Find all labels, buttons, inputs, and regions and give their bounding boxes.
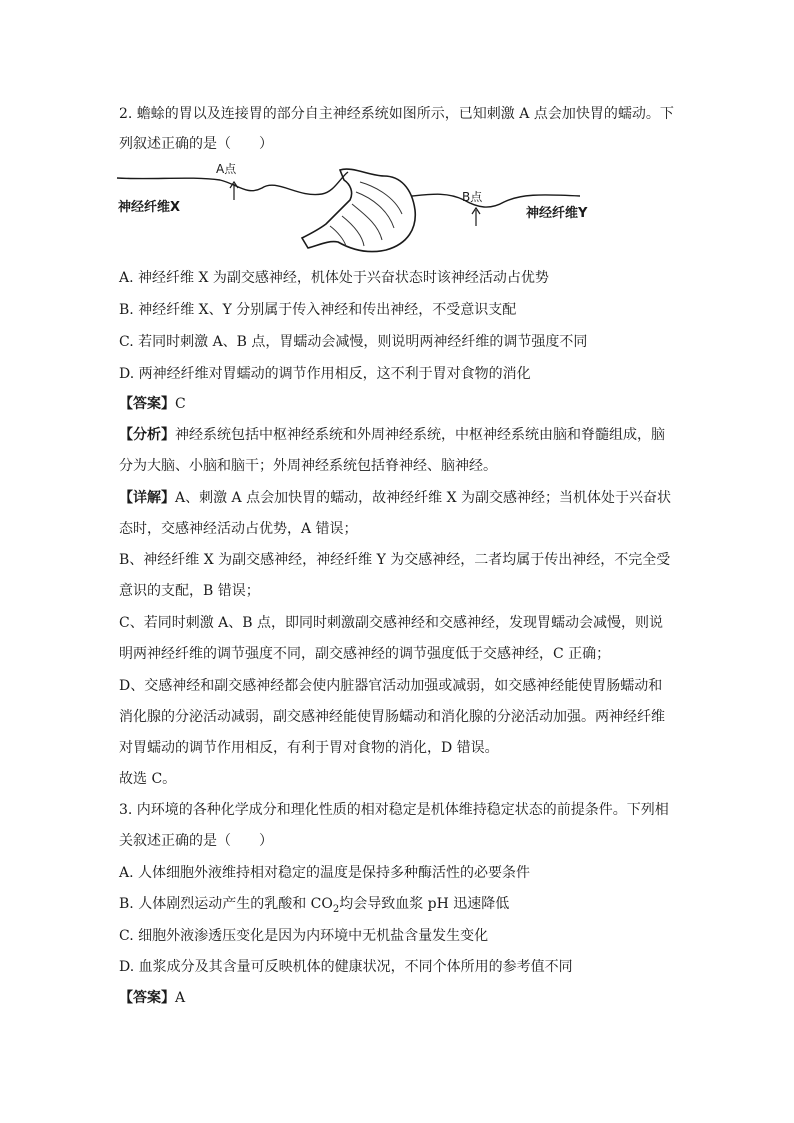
detail-tag: 【详解】 xyxy=(119,490,175,506)
q2-detail-line-5: C、若同时刺激 A、B 点，即同时刺激副交感神经和交感神经，发现胃蠕动会减慢，则说 xyxy=(119,615,664,631)
q3-answer-tag: 【答案】 xyxy=(119,990,175,1006)
stomach-texture-5 xyxy=(330,226,346,246)
q2-analysis-line-2: 分为大脑、小脑和脑干；外周神经系统包括脊神经、脑神经。 xyxy=(119,458,497,474)
q2-option-a: A. 神经纤维 X 为副交感神经，机体处于兴奋状态时该神经活动占优势 xyxy=(119,270,549,286)
q2-stem-line-2: 列叙述正确的是（ ） xyxy=(119,136,273,152)
stomach-texture-4 xyxy=(342,216,364,246)
stomach-outline xyxy=(302,169,415,252)
q2-detail-line-4: 意识的支配，B 错误； xyxy=(119,583,260,599)
q2-detail-line-8: 消化腺的分泌活动减弱，副交感神经能使胃肠蠕动和消化腺的分泌活动加强。两神经纤维 xyxy=(119,709,665,725)
q2-conclusion: 故选 C。 xyxy=(119,771,177,787)
q3-option-d: D. 血浆成分及其含量可反映机体的健康状况，不同个体所用的参考值不同 xyxy=(119,959,573,975)
answer-tag: 【答案】 xyxy=(119,396,175,412)
stomach-nerve-figure xyxy=(112,158,592,258)
q2-detail-line-3: B、神经纤维 X 为副交感神经，神经纤维 Y 为交感神经，二者均属于传出神经，不完全受 xyxy=(119,552,671,568)
q3-answer-value: A xyxy=(175,990,186,1006)
q2-option-c: C. 若同时刺激 A、B 点，胃蠕动会减慢，则说明两神经纤维的调节强度不同 xyxy=(119,334,588,350)
fiber-y-label: 神经纤维Y xyxy=(526,206,588,221)
q2-option-d: D. 两神经纤维对胃蠕动的调节作用相反，这不利于胃对食物的消化 xyxy=(119,366,531,382)
q2-analysis-line-1 xyxy=(119,425,665,445)
q3-option-a: A. 人体细胞外液维持相对稳定的温度是保持多种酶活性的必要条件 xyxy=(119,865,531,881)
q2-stem-line-1: 2. 蟾蜍的胃以及连接胃的部分自主神经系统如图所示，已知刺激 A 点会加快胃的蠕动。下 xyxy=(119,106,674,122)
q3-stem-line-1: 3. 内环境的各种化学成分和理化性质的相对稳定是机体维持稳定状态的前提条件。下列相 xyxy=(119,802,669,818)
q2-detail-line-1 xyxy=(119,488,671,508)
analysis-tag: 【分析】 xyxy=(119,427,175,443)
q2-option-b: B. 神经纤维 X、Y 分别属于传入神经和传出神经，不受意识支配 xyxy=(119,302,517,318)
stomach-texture-1 xyxy=(360,182,402,214)
q3-answer xyxy=(119,988,185,1008)
detail-text-1: A、刺激 A 点会加快胃的蠕动，故神经纤维 X 为副交感神经；当机体处于兴奋状 xyxy=(175,490,671,506)
q2-detail-line-2: 态时，交感神经活动占优势，A 错误； xyxy=(119,521,358,537)
analysis-text-1: 神经系统包括中枢神经系统和外周神经系统，中枢神经系统由脑和脊髓组成，脑 xyxy=(175,427,665,443)
q3-option-b xyxy=(119,894,509,920)
q3-option-c: C. 细胞外液渗透压变化是因为内环境中无机盐含量发生变化 xyxy=(119,928,489,944)
q2-detail-line-7: D、交感神经和副交感神经都会使内脏器官活动加强或减弱，如交感神经能使胃肠蠕动和 xyxy=(119,678,663,694)
q3-option-b-sub: 2 xyxy=(332,903,340,915)
point-a-label: A点 xyxy=(216,162,237,176)
stomach-diagram xyxy=(112,158,592,258)
point-b-label: B点 xyxy=(462,190,483,204)
fiber-x-label: 神经纤维X xyxy=(118,200,181,215)
q3-stem-line-2: 关叙述正确的是（ ） xyxy=(119,833,273,849)
q3-option-b-pre: B. 人体剧烈运动产生的乳酸和 CO xyxy=(119,896,333,912)
q3-option-b-post: 均会导致血浆 pH 迅速降低 xyxy=(339,896,510,912)
q2-detail-line-9: 对胃蠕动的调节作用相反，有利于胃对食物的消化，D 错误。 xyxy=(119,740,499,756)
stomach-texture-2 xyxy=(356,192,394,228)
answer-value: C xyxy=(175,396,186,412)
q2-answer xyxy=(119,394,186,414)
q2-detail-line-6: 明两神经纤维的调节强度不同，副交感神经的调节强度低于交感神经，C 正确； xyxy=(119,646,611,662)
stomach-texture-3 xyxy=(352,204,382,240)
